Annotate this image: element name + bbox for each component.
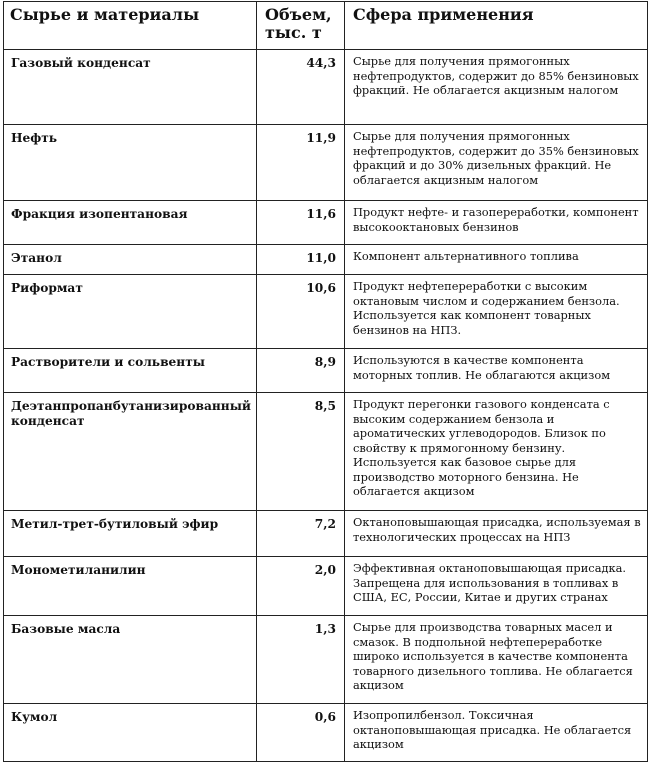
material-cell: Монометиланилин xyxy=(4,557,257,616)
application-cell: Сырье для производства товарных масел и смазок. В подпольной нефтепереработке широко используется в качестве компонента товарного дизельного топлива. Не облагается акцизом xyxy=(345,616,648,704)
volume-cell: 11,6 xyxy=(257,201,345,245)
header-material: Сырье и материалы xyxy=(4,2,257,50)
table-row xyxy=(4,275,648,349)
header-volume: Объем, тыс. т xyxy=(257,2,345,50)
volume-cell: 10,6 xyxy=(257,275,345,349)
volume-cell: 2,0 xyxy=(257,557,345,616)
volume-cell: 1,3 xyxy=(257,616,345,704)
application-cell: Эффективная октаноповышающая присадка. Запрещена для использования в топливах в США, ЕС, России, Китае и других странах xyxy=(345,557,648,616)
material-cell: Фракция изопентановая xyxy=(4,201,257,245)
application-cell: Изопропилбензол. Токсичная октаноповышающая присадка. Не облагается акцизом xyxy=(345,704,648,762)
volume-cell: 11,0 xyxy=(257,245,345,275)
application-cell: Продукт перегонки газового конденсата с высоким содержанием бензола и ароматических углеводородов. Близок по свойству к прямогонному бензину. Используется как базовое сырье для производство моторного бензина. Не облагается акцизом xyxy=(345,393,648,511)
table-row xyxy=(4,349,648,393)
volume-cell: 8,5 xyxy=(257,393,345,511)
table-row xyxy=(4,50,648,125)
application-cell: Продукт нефтепереработки с высоким октановым числом и содержанием бензола. Используется как компонент товарных бензинов на НПЗ. xyxy=(345,275,648,349)
application-cell: Компонент альтернативного топлива xyxy=(345,245,648,275)
table-header-row xyxy=(4,2,648,50)
material-cell: Деэтанпропанбутанизированный конденсат xyxy=(4,393,257,511)
volume-cell: 7,2 xyxy=(257,511,345,557)
application-cell: Октаноповышающая присадка, используемая в технологических процессах на НПЗ xyxy=(345,511,648,557)
material-cell: Риформат xyxy=(4,275,257,349)
material-cell: Растворители и сольвенты xyxy=(4,349,257,393)
material-cell: Этанол xyxy=(4,245,257,275)
table-row xyxy=(4,245,648,275)
volume-cell: 8,9 xyxy=(257,349,345,393)
material-cell: Кумол xyxy=(4,704,257,762)
volume-cell: 0,6 xyxy=(257,704,345,762)
material-cell: Газовый конденсат xyxy=(4,50,257,125)
material-cell: Базовые масла xyxy=(4,616,257,704)
table-row xyxy=(4,393,648,511)
material-cell: Метил-трет-бутиловый эфир xyxy=(4,511,257,557)
application-cell: Сырье для получения прямогонных нефтепродуктов, содержит до 35% бензиновых фракций и до 30% дизельных фракций. Не облагается акцизным налогом xyxy=(345,125,648,201)
table-row xyxy=(4,616,648,704)
volume-cell: 11,9 xyxy=(257,125,345,201)
header-application: Сфера применения xyxy=(345,2,648,50)
table-row xyxy=(4,704,648,762)
materials-table xyxy=(3,1,648,762)
table-row xyxy=(4,511,648,557)
table-row xyxy=(4,201,648,245)
material-cell: Нефть xyxy=(4,125,257,201)
table-row xyxy=(4,125,648,201)
application-cell: Используются в качестве компонента моторных топлив. Не облагаются акцизом xyxy=(345,349,648,393)
application-cell: Продукт нефте- и газопереработки, компонент высокооктановых бензинов xyxy=(345,201,648,245)
table-row xyxy=(4,557,648,616)
application-cell: Сырье для получения прямогонных нефтепродуктов, содержит до 85% бензиновых фракций. Не облагается акцизным налогом xyxy=(345,50,648,125)
volume-cell: 44,3 xyxy=(257,50,345,125)
